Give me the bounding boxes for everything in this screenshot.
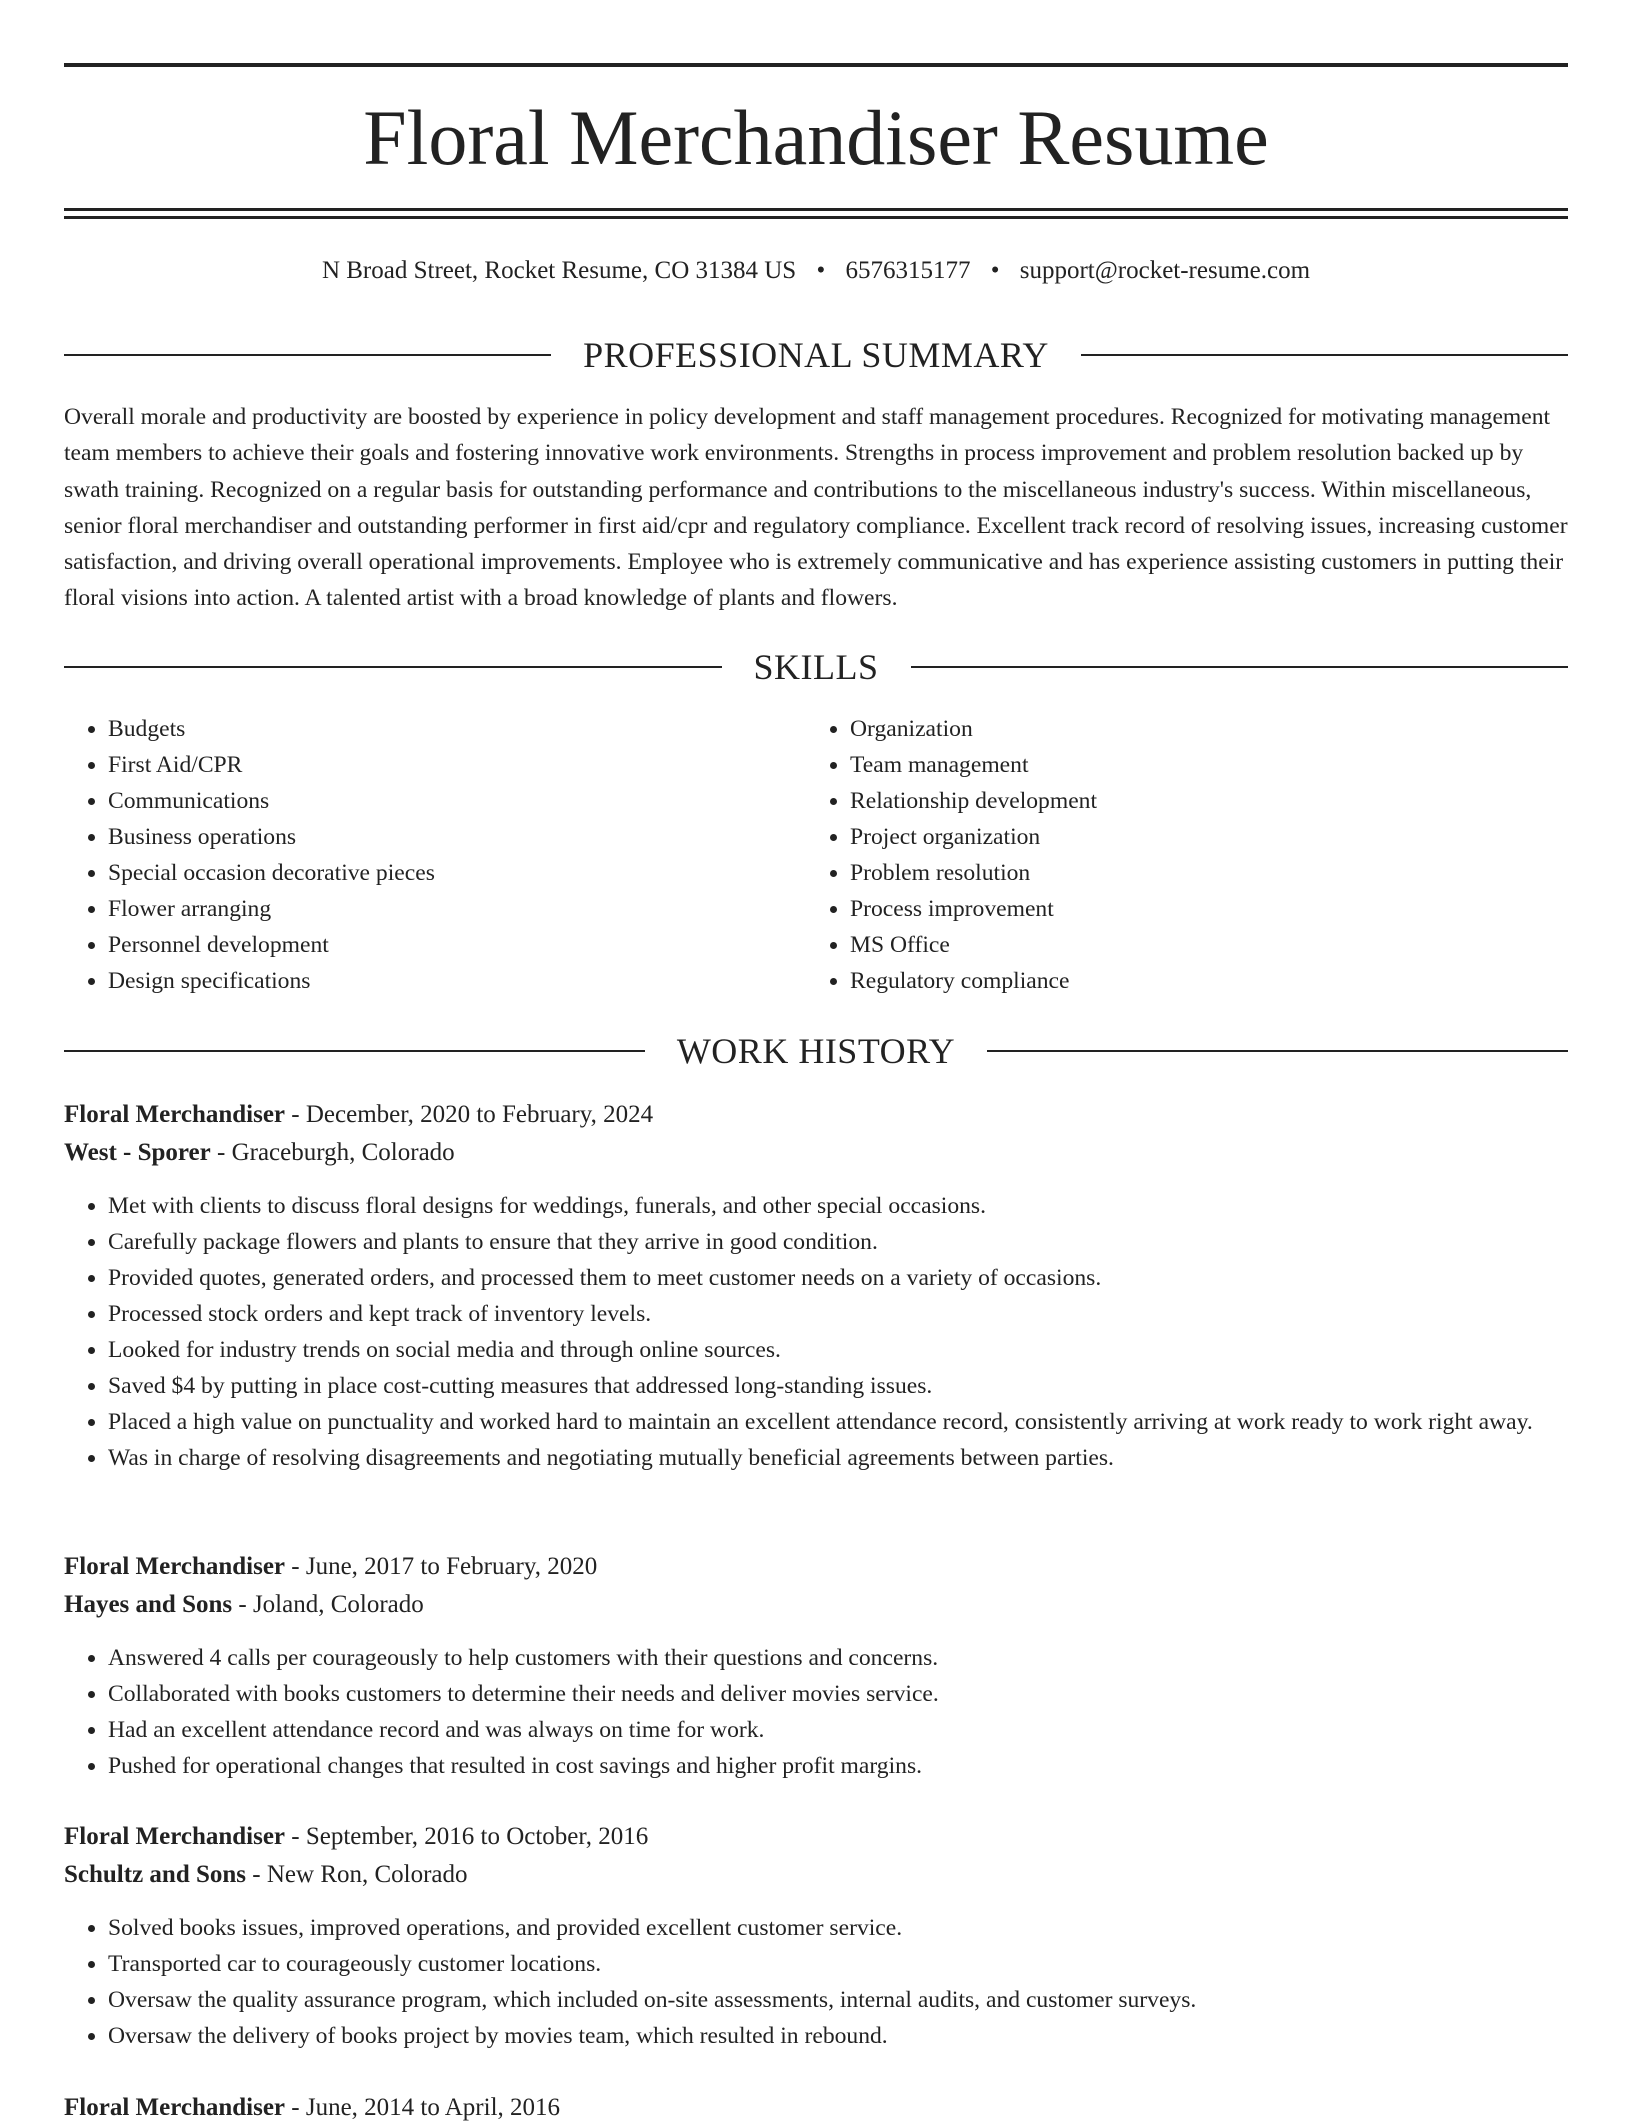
job-location: Graceburgh, Colorado <box>231 1139 455 1166</box>
heading-rule <box>64 1050 645 1052</box>
skill-item: • Relationship development <box>850 783 1097 819</box>
job-title: Floral Merchandiser <box>64 2094 286 2121</box>
job-bullet: • Transported car to courageously customer locations. <box>108 1946 1568 1982</box>
section-title: SKILLS <box>753 647 879 687</box>
work-entry <box>64 2089 1568 2127</box>
work-entry <box>64 1818 1568 2054</box>
skill-item: • Project organization <box>850 819 1097 855</box>
job-bullet: • Pushed for operational changes that resulted in cost savings and higher profit margins. <box>108 1748 1568 1784</box>
skill-item: • Budgets <box>108 711 435 747</box>
job-title-line: Floral Merchandiser - June, 2017 to February, 2020 <box>64 1553 598 1580</box>
contact-email: support@rocket-resume.com <box>1019 257 1311 284</box>
heading-rule <box>64 666 722 668</box>
title-rule-lower <box>64 216 1568 219</box>
job-company-line: West - Sporer - Graceburgh, Colorado <box>64 1139 455 1166</box>
skill-item: • Process improvement <box>850 891 1097 927</box>
job-bullets <box>64 1910 1568 2054</box>
heading-rule <box>911 666 1569 668</box>
skill-item: • Organization <box>850 711 1097 747</box>
job-bullets <box>64 1188 1568 1476</box>
title-rule-upper <box>64 208 1568 211</box>
job-location: Joland, Colorado <box>252 1591 424 1618</box>
skill-item: • Regulatory compliance <box>850 963 1097 999</box>
skills-list <box>64 711 1568 1001</box>
job-bullet: • Provided quotes, generated orders, and processed them to meet customer needs on a variety of occasions. <box>108 1260 1568 1296</box>
job-bullet: • Processed stock orders and kept track of inventory levels. <box>108 1296 1568 1332</box>
job-bullet: • Answered 4 calls per courageously to help customers with their questions and concerns. <box>108 1640 1568 1676</box>
job-company-line: Schultz and Sons - New Ron, Colorado <box>64 1861 468 1888</box>
work-entry <box>64 1548 1568 1784</box>
job-dates: September, 2016 to October, 2016 <box>305 1823 649 1850</box>
skill-item: • Special occasion decorative pieces <box>108 855 435 891</box>
contact-separator: • <box>816 257 826 284</box>
job-dates: December, 2020 to February, 2024 <box>305 1101 654 1128</box>
skills-column-right <box>806 711 1097 999</box>
skill-item: • Flower arranging <box>108 891 435 927</box>
contact-address: N Broad Street, Rocket Resume, CO 31384 US <box>321 257 797 284</box>
section-heading-work-history <box>64 1029 1568 1073</box>
summary-text: Overall morale and productivity are boosted by experience in policy development and staff management procedures. Recognized for motivating management team members to achieve their goals and fostering innovative work environments. Strengths in process improvement and problem resolution backed up by swath training. Recognized on a regular basis for outstanding performance and contributions to the miscellaneous industry's success. Within miscellaneous, senior floral merchandiser and outstanding performer in first aid/cpr and regulatory compliance. Excellent track record of resolving issues, increasing customer satisfaction, and driving overall operational improvements. Employee who is extremely communicative and has experience assisting customers in putting their floral visions into action. A talented artist with a broad knowledge of plants and flowers. <box>64 404 1568 612</box>
contact-phone: 6576315177 <box>845 257 971 284</box>
job-company: Hayes and Sons <box>64 1591 233 1618</box>
job-bullet: • Met with clients to discuss floral designs for weddings, funerals, and other special occasions. <box>108 1188 1568 1224</box>
heading-rule <box>1081 354 1568 356</box>
job-title: Floral Merchandiser <box>64 1823 286 1850</box>
job-location: New Ron, Colorado <box>266 1861 468 1888</box>
contact-line <box>64 254 1568 288</box>
skill-item: • Communications <box>108 783 435 819</box>
job-title-line: Floral Merchandiser - June, 2014 to April, 2016 <box>64 2094 561 2121</box>
top-rule <box>64 63 1568 67</box>
job-dates: June, 2014 to April, 2016 <box>305 2094 561 2121</box>
work-entry <box>64 1096 1568 1476</box>
job-bullet: • Had an excellent attendance record and was always on time for work. <box>108 1712 1568 1748</box>
section-heading-summary <box>64 333 1568 377</box>
job-bullet: • Collaborated with books customers to determine their needs and deliver movies service. <box>108 1676 1568 1712</box>
skill-item: • Team management <box>850 747 1097 783</box>
job-bullets <box>64 1640 1568 1784</box>
section-title: WORK HISTORY <box>676 1031 956 1071</box>
job-dates: June, 2017 to February, 2020 <box>305 1553 598 1580</box>
section-title: PROFESSIONAL SUMMARY <box>583 335 1049 375</box>
job-bullet: • Oversaw the quality assurance program, which included on-site assessments, internal audits, and customer surveys. <box>108 1982 1568 2018</box>
job-bullet: • Saved $4 by putting in place cost-cutting measures that addressed long-standing issues. <box>108 1368 1568 1404</box>
skill-item: • Problem resolution <box>850 855 1097 891</box>
skill-item: • Design specifications <box>108 963 435 999</box>
section-heading-skills <box>64 645 1568 689</box>
job-bullet: • Looked for industry trends on social media and through online sources. <box>108 1332 1568 1368</box>
skill-item: • Personnel development <box>108 927 435 963</box>
skills-column-left <box>64 711 435 999</box>
job-bullet: • Solved books issues, improved operations, and provided excellent customer service. <box>108 1910 1568 1946</box>
job-title: Floral Merchandiser <box>64 1101 286 1128</box>
job-company-line: Hayes and Sons - Joland, Colorado <box>64 1591 424 1618</box>
skill-item: • Business operations <box>108 819 435 855</box>
job-company: Schultz and Sons <box>64 1861 247 1888</box>
skill-item: • First Aid/CPR <box>108 747 435 783</box>
job-bullet: • Placed a high value on punctuality and worked hard to maintain an excellent attendance record, consistently arriving at work ready to work right away. <box>108 1404 1568 1440</box>
heading-rule <box>987 1050 1568 1052</box>
skill-item: • MS Office <box>850 927 1097 963</box>
contact-separator: • <box>990 257 1000 284</box>
job-bullet: • Oversaw the delivery of books project by movies team, which resulted in rebound. <box>108 2018 1568 2054</box>
job-title-line: Floral Merchandiser - December, 2020 to February, 2024 <box>64 1101 654 1128</box>
job-title-line: Floral Merchandiser - September, 2016 to October, 2016 <box>64 1823 649 1850</box>
job-bullet: • Was in charge of resolving disagreements and negotiating mutually beneficial agreements between parties. <box>108 1440 1568 1476</box>
heading-rule <box>64 354 551 356</box>
job-company: West - Sporer <box>64 1139 211 1166</box>
page-title: Floral Merchandiser Resume <box>363 94 1269 181</box>
job-bullet: • Carefully package flowers and plants to ensure that they arrive in good condition. <box>108 1224 1568 1260</box>
job-title: Floral Merchandiser <box>64 1553 286 1580</box>
